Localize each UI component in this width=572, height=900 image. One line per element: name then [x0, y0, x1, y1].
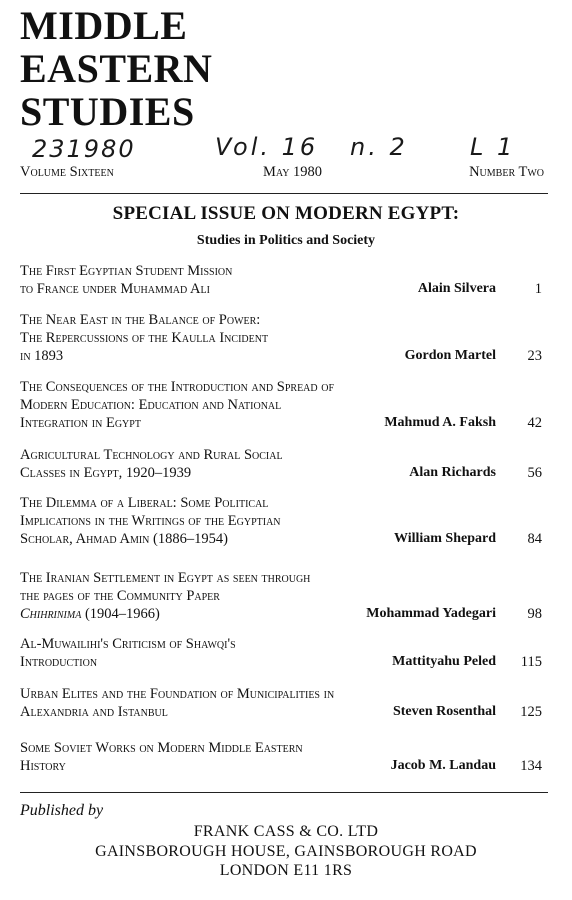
entry-title-line: Alexandria and Istanbul — [20, 704, 168, 720]
entry-author: Alain Silvera — [417, 281, 496, 296]
entry-title-line: The Iranian Settlement in Egypt as seen through — [20, 570, 311, 586]
entry-title-line: The Consequences of the Introduction and Spread of — [20, 379, 335, 395]
entry-title-line: Urban Elites and the Foundation of Municipalities in — [20, 686, 335, 702]
entry-title-line: Integration in Egypt — [20, 415, 141, 431]
handwritten-number-note: n. 2 — [350, 133, 408, 161]
entry-author: Steven Rosenthal — [392, 704, 496, 719]
entry-page-number: 134 — [520, 758, 542, 774]
entry-title-line: Agricultural Technology and Rural Social — [20, 447, 283, 463]
entry-author: Jacob M. Landau — [390, 758, 496, 773]
entry-title-line: in 1893 — [20, 348, 64, 364]
entry-title-line: Classes in Egypt, 1920–1939 — [20, 465, 192, 481]
bottom-divider — [20, 792, 548, 793]
contents-entry — [20, 739, 544, 775]
entry-title-line: The First Egyptian Student Mission — [20, 263, 233, 279]
journal-title-line-3: STUDIES — [20, 89, 195, 134]
contents-entry — [20, 494, 544, 548]
entry-title-line: History — [20, 758, 66, 774]
entry-title-line: The Repercussions of the Kaulla Incident — [20, 330, 269, 346]
top-divider — [20, 193, 548, 194]
entry-page-number: 56 — [527, 465, 542, 481]
contents-entry — [20, 685, 544, 721]
contents-entry — [20, 378, 544, 432]
handwritten-accession-number: 231980 — [32, 135, 136, 163]
publisher-address-line-2: LONDON E11 1RS — [219, 862, 353, 879]
special-issue-subtitle: Studies in Politics and Society — [196, 233, 376, 248]
published-by-label: Published by — [20, 802, 104, 819]
handwritten-volume-note: Vol. 16 — [215, 133, 319, 161]
handwritten-extra-note: L 1 — [470, 133, 516, 161]
entry-author: Mohammad Yadegari — [366, 606, 496, 621]
entry-title-italic: Chihrinima — [20, 606, 82, 622]
entry-title-line: Scholar, Ahmad Amin (1886–1954) — [20, 531, 228, 547]
entry-title-line: The Near East in the Balance of Power: — [20, 312, 261, 328]
entry-page-number: 23 — [527, 348, 542, 364]
special-issue-title: SPECIAL ISSUE ON MODERN EGYPT: — [112, 203, 460, 224]
entry-title-line: Implications in the Writings of the Egyptian — [20, 513, 281, 529]
entry-title-after-italic: (1904–1966) — [81, 606, 160, 622]
entry-author: William Shepard — [393, 531, 496, 546]
contents-entry — [20, 569, 544, 623]
publisher-name: FRANK CASS & CO. LTD — [193, 823, 379, 840]
issue-volume: Volume Sixteen — [20, 164, 114, 180]
contents-entry — [20, 311, 544, 365]
entry-page-number: 115 — [520, 654, 542, 670]
journal-title-line-2: EASTERN — [20, 46, 213, 91]
entry-title-line: to France under Muhammad Ali — [20, 281, 210, 297]
issue-date: May 1980 — [263, 164, 323, 180]
entry-title-line: the pages of the Community Paper — [20, 588, 220, 604]
issue-info-line — [20, 164, 544, 184]
entry-title-line: Al-Muwailihi's Criticism of Shawqi's — [20, 636, 236, 652]
entry-author: Gordon Martel — [404, 348, 496, 363]
entry-page-number: 98 — [527, 606, 542, 622]
issue-number: Number Two — [469, 164, 544, 180]
entry-page-number: 1 — [534, 281, 542, 297]
journal-title-line-1: MIDDLE — [20, 3, 188, 48]
entry-author: Alan Richards — [409, 465, 496, 480]
entry-page-number: 84 — [527, 531, 542, 547]
entry-title-line: Modern Education: Education and National — [20, 397, 282, 413]
publisher-address-line-1: GAINSBOROUGH HOUSE, GAINSBOROUGH ROAD — [95, 843, 477, 860]
entry-author: Mahmud A. Faksh — [384, 415, 496, 430]
entry-page-number: 42 — [527, 415, 542, 431]
entry-title-line: Introduction — [20, 654, 98, 670]
contents-entry — [20, 262, 544, 298]
entry-author: Mattityahu Peled — [392, 654, 496, 669]
entry-page-number: 125 — [520, 704, 542, 720]
journal-title — [20, 4, 212, 133]
contents-entry — [20, 635, 544, 671]
entry-title-line: The Dilemma of a Liberal: Some Political — [20, 495, 269, 511]
entry-title-line: Some Soviet Works on Modern Middle Eastern — [20, 740, 303, 756]
contents-entry — [20, 446, 544, 482]
